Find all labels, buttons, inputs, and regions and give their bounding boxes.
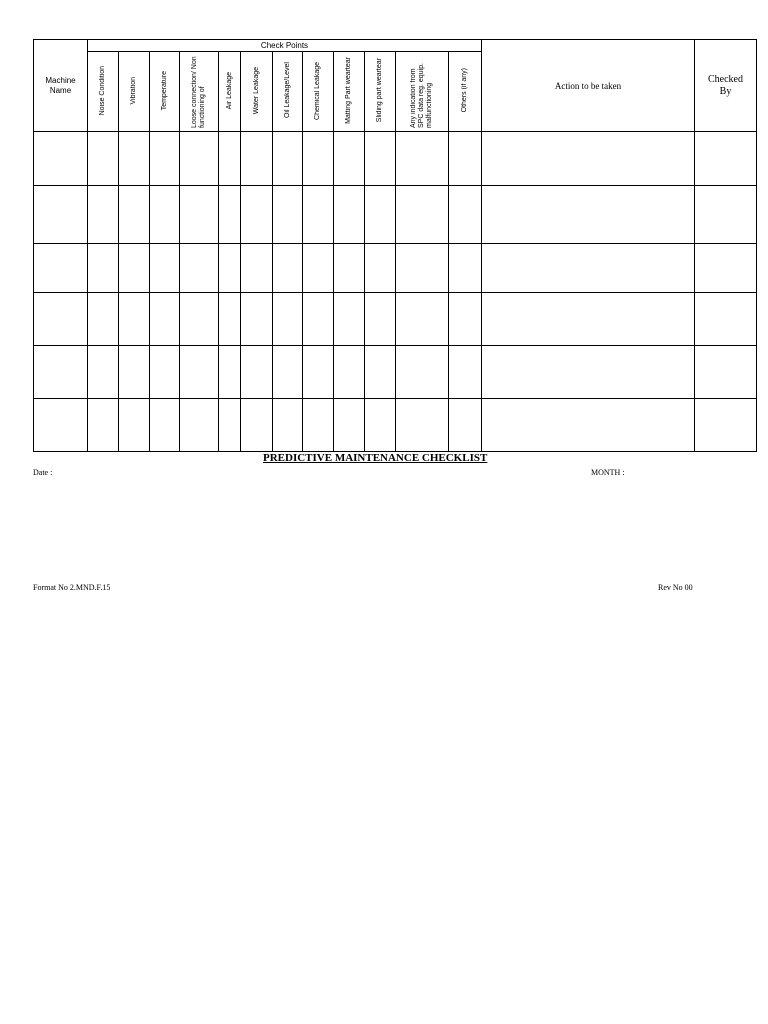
table-cell[interactable] [365,399,396,452]
table-cell[interactable] [180,293,219,346]
table-cell[interactable] [34,132,88,186]
table-cell[interactable] [695,186,757,244]
table-cell[interactable] [273,132,303,186]
table-cell[interactable] [241,346,273,399]
page-title: PREDICTIVE MAINTENANCE CHECKLIST [263,452,488,464]
table-cell[interactable] [334,244,365,293]
table-cell[interactable] [34,244,88,293]
revision-number: Rev No 00 [658,583,693,592]
table-cell[interactable] [241,132,273,186]
table-cell[interactable] [482,346,695,399]
table-row [34,186,757,244]
col-vibration: Vibration [119,52,150,132]
table-cell[interactable] [119,346,150,399]
table-cell[interactable] [119,293,150,346]
table-cell[interactable] [241,186,273,244]
table-cell[interactable] [273,399,303,452]
col-chemical-leakage: Chemical Leakage [303,52,334,132]
table-cell[interactable] [273,186,303,244]
checked-by-header: Checked By [695,40,757,132]
table-cell[interactable] [119,244,150,293]
table-cell[interactable] [180,399,219,452]
col-temperature: Temperature [150,52,180,132]
date-label: Date : [33,468,53,477]
table-cell[interactable] [695,293,757,346]
table-cell[interactable] [88,346,119,399]
table-cell[interactable] [180,132,219,186]
table-cell[interactable] [482,293,695,346]
col-sliding-part: Sliding part weartear [365,52,396,132]
table-row [34,244,757,293]
check-points-header: Check Points [88,40,482,52]
table-cell[interactable] [396,293,449,346]
table-cell[interactable] [241,399,273,452]
table-cell[interactable] [219,399,241,452]
format-number: Format No 2.MND.F.15 [33,583,111,592]
col-noise-condition: Noise Condition [88,52,119,132]
table-cell[interactable] [449,399,482,452]
table-cell[interactable] [219,186,241,244]
table-cell[interactable] [449,132,482,186]
table-cell[interactable] [365,186,396,244]
table-cell[interactable] [34,399,88,452]
table-cell[interactable] [365,132,396,186]
table-cell[interactable] [150,293,180,346]
table-row [34,346,757,399]
table-cell[interactable] [334,346,365,399]
table-row [34,399,757,452]
table-cell[interactable] [449,346,482,399]
table-cell[interactable] [119,186,150,244]
table-cell[interactable] [88,399,119,452]
col-loose-connection: Loose connection/ Non functioning of [180,52,219,132]
table-cell[interactable] [180,346,219,399]
table-cell[interactable] [180,244,219,293]
table-cell[interactable] [88,132,119,186]
table-cell[interactable] [449,293,482,346]
table-cell[interactable] [334,399,365,452]
table-cell[interactable] [695,132,757,186]
table-cell[interactable] [180,186,219,244]
table-cell[interactable] [449,244,482,293]
table-cell[interactable] [396,186,449,244]
table-cell[interactable] [88,293,119,346]
table-cell[interactable] [150,346,180,399]
table-cell[interactable] [88,186,119,244]
table-cell[interactable] [334,132,365,186]
table-cell[interactable] [396,132,449,186]
table-cell[interactable] [334,186,365,244]
table-cell[interactable] [34,346,88,399]
table-cell[interactable] [365,244,396,293]
table-cell[interactable] [482,186,695,244]
table-row [34,293,757,346]
table-cell[interactable] [273,346,303,399]
col-others: Others (if any) [449,52,482,132]
month-label: MONTH : [591,468,625,477]
table-cell[interactable] [303,244,334,293]
table-cell[interactable] [482,399,695,452]
checklist-table [33,39,757,452]
col-spc-indication: Any indication from SPC data reg. equip. malfunctioning [396,52,449,132]
table-cell[interactable] [482,132,695,186]
col-oil-leakage: Oil Leakage/Level [273,52,303,132]
machine-name-header: Machine Name [34,40,88,132]
table-cell[interactable] [365,293,396,346]
table-cell[interactable] [695,399,757,452]
table-cell[interactable] [303,399,334,452]
table-cell[interactable] [219,132,241,186]
table-cell[interactable] [273,244,303,293]
table-cell[interactable] [241,244,273,293]
action-header: Action to be taken [482,40,695,132]
table-cell[interactable] [88,244,119,293]
table-cell[interactable] [334,293,365,346]
table-cell[interactable] [273,293,303,346]
table-cell[interactable] [150,186,180,244]
table-cell[interactable] [150,132,180,186]
table-cell[interactable] [396,244,449,293]
table-cell[interactable] [34,293,88,346]
table-cell[interactable] [119,132,150,186]
table-cell[interactable] [219,244,241,293]
table-cell[interactable] [219,293,241,346]
table-cell[interactable] [303,293,334,346]
table-cell[interactable] [119,399,150,452]
table-cell[interactable] [449,186,482,244]
table-cell[interactable] [34,186,88,244]
col-water-leakage: Water Leakage [241,52,273,132]
table-cell[interactable] [695,244,757,293]
table-cell[interactable] [241,293,273,346]
table-cell[interactable] [219,346,241,399]
table-cell[interactable] [365,346,396,399]
table-cell[interactable] [303,186,334,244]
col-matting-part: Matting Part weartear [334,52,365,132]
table-cell[interactable] [396,346,449,399]
table-cell[interactable] [303,132,334,186]
table-cell[interactable] [396,399,449,452]
table-row [34,132,757,186]
col-air-leakage: Air Leakage [219,52,241,132]
table-cell[interactable] [303,346,334,399]
table-cell[interactable] [150,399,180,452]
table-cell[interactable] [695,346,757,399]
table-cell[interactable] [482,244,695,293]
table-cell[interactable] [150,244,180,293]
